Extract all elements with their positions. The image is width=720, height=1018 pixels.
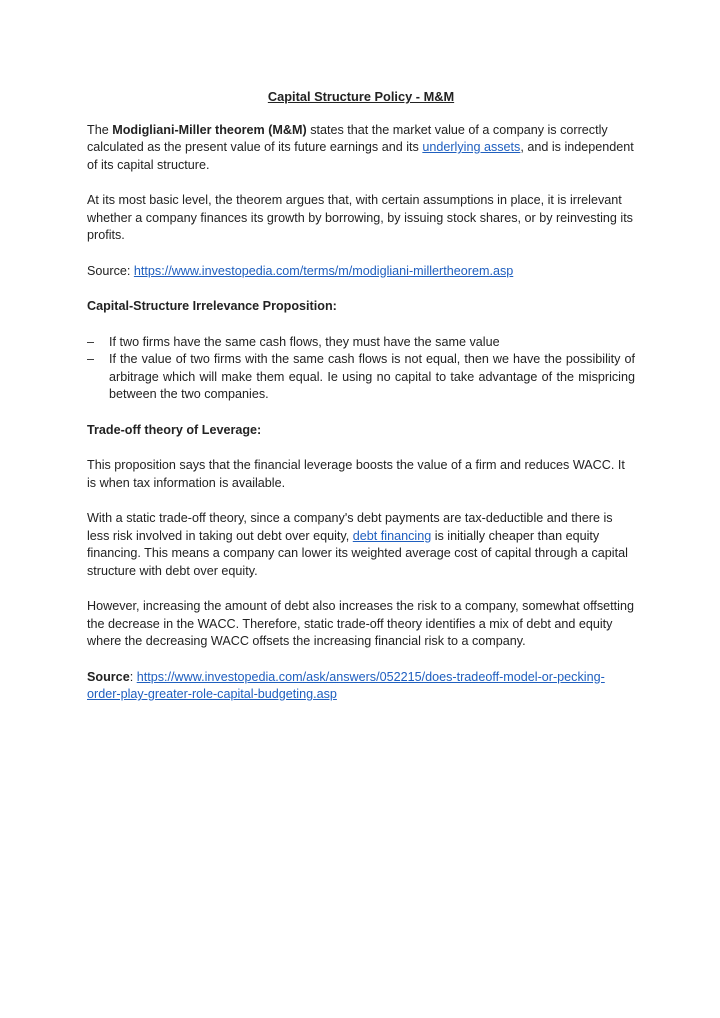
underlying-assets-link[interactable]: underlying assets xyxy=(422,140,521,154)
section-heading-tradeoff: Trade-off theory of Leverage: xyxy=(87,422,262,437)
tradeoff-p2-before: With a static trade-off theory, since a company's debt payments are tax-deductible and there is less risk involved in taking out debt over equity, xyxy=(87,511,613,543)
list-item xyxy=(87,334,635,352)
section-heading-irrelevance: Capital-Structure Irrelevance Proposition: xyxy=(87,299,337,313)
page-title: Capital Structure Policy - M&M xyxy=(267,89,455,104)
tradeoff-paragraph-3: However, increasing the amount of debt also increases the risk to a company, somewhat offsetting the decrease in the WACC. Therefore, static trade-off theory identifies a mix of debt and equity where the decreasing WACC offsets the increasing financial risk to a company. xyxy=(87,599,634,648)
source-line-2 xyxy=(87,669,635,704)
intro-suffix: , and is independent of its capital structure. xyxy=(87,140,634,172)
intro-middle: states that the market value of a company is correctly calculated as the present value of its future earnings and its xyxy=(87,122,608,154)
source-label: Source: xyxy=(87,263,134,278)
list-item xyxy=(87,351,635,404)
source-link-2[interactable]: https://www.investopedia.com/ask/answers/052215/does-tradeoff-model-or-pecking-order-play-greater-role-capital-budgeting.asp xyxy=(87,669,605,701)
intro-paragraph xyxy=(87,122,635,175)
dash-bullet: – xyxy=(87,334,95,349)
source-line-1 xyxy=(87,263,635,281)
tradeoff-p2-after: is initially cheaper than equity financing. This means a company can lower its weighted average cost of capital through a capital structure with debt over equity. xyxy=(87,528,628,578)
tradeoff-paragraph-2 xyxy=(87,510,635,580)
intro-prefix: The xyxy=(87,122,113,137)
tradeoff-paragraph-1: This proposition says that the financial leverage boosts the value of a firm and reduces WACC. It is when tax information is available. xyxy=(87,458,625,490)
source-link-1[interactable]: https://www.investopedia.com/terms/m/modigliani-millertheorem.asp xyxy=(133,263,514,278)
debt-financing-link[interactable]: debt financing xyxy=(352,528,432,543)
irrelevance-list xyxy=(87,334,635,404)
list-item-text: If the value of two firms with the same cash flows is not equal, then we have the possibility of arbitrage which will make them equal. Ie using no capital to take advantage of the mispricing between the two companies. xyxy=(109,352,635,401)
source-label-bold: Source xyxy=(87,669,130,684)
basic-level-paragraph: At its most basic level, the theorem argues that, with certain assumptions in place, it is irrelevant whether a company finances its growth by borrowing, by issuing stock shares, or by reinvesting its profits. xyxy=(87,193,633,242)
source-colon: : xyxy=(129,669,137,684)
dash-bullet: – xyxy=(87,352,95,366)
theorem-term: Modigliani-Miller theorem (M&M) xyxy=(112,122,307,137)
list-item-text: If two firms have the same cash flows, they must have the same value xyxy=(109,334,500,349)
document-body xyxy=(87,88,635,722)
